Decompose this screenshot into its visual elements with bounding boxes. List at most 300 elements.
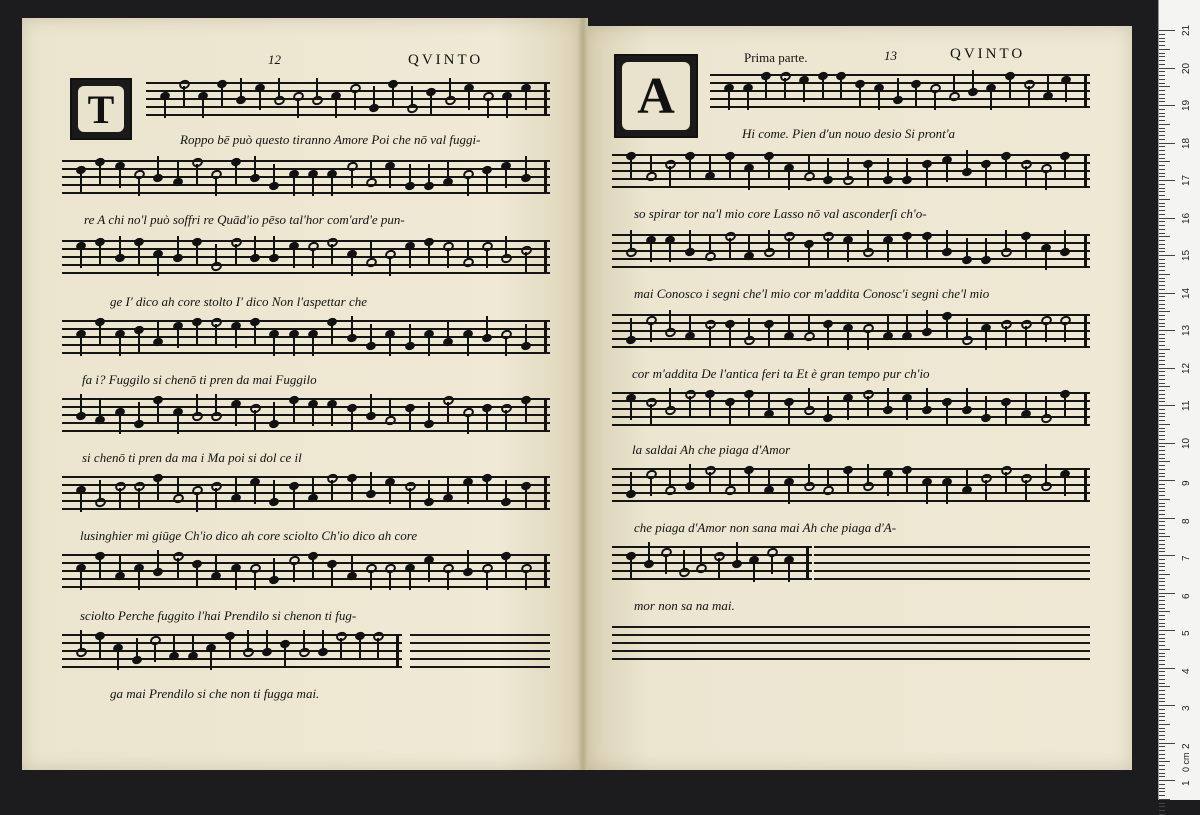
note-stem (650, 242, 652, 262)
ruler-tick (1159, 158, 1165, 159)
note-stem (709, 396, 711, 416)
ruler-tick (1159, 169, 1165, 170)
note-stem (808, 464, 810, 484)
ruler-tick (1159, 334, 1165, 335)
note-stem (335, 98, 337, 118)
ruler-tick (1159, 563, 1165, 564)
ruler-tick (1159, 64, 1165, 65)
lyric-line: sciolto Perche fuggito l'hai Prendilo si chenon ti fug- (80, 608, 357, 623)
note-stem (119, 554, 121, 574)
note-stem (177, 160, 179, 180)
ruler-tick (1159, 810, 1165, 811)
ruler-tick (1159, 746, 1165, 747)
note-stem (467, 240, 469, 260)
note-stem (486, 172, 488, 192)
ruler-tick (1159, 165, 1165, 166)
ruler-tick (1159, 38, 1165, 39)
music-staff (612, 230, 1090, 270)
note-stem (259, 90, 261, 110)
ruler-tick (1159, 139, 1165, 140)
ruler-tick (1159, 293, 1175, 294)
staff-line (612, 634, 1090, 636)
ruler-tick (1159, 360, 1165, 361)
ruler-tick (1159, 173, 1165, 174)
staff-line (146, 106, 550, 108)
staff-line (62, 642, 402, 644)
staff-line (612, 346, 1090, 348)
note-stem (138, 570, 140, 590)
staff-line (62, 500, 550, 502)
ruler-tick (1159, 716, 1165, 717)
note-stem (177, 414, 179, 434)
note-stem (177, 328, 179, 348)
note-stem (293, 248, 295, 268)
ruler-tick (1159, 758, 1165, 759)
ruler-tick (1159, 709, 1165, 710)
ruler-number: 14 (1181, 287, 1192, 299)
ruler-tick (1159, 615, 1165, 616)
note-stem (630, 558, 632, 578)
staff-line (612, 650, 1090, 652)
note-stem (808, 314, 810, 334)
note-stem (867, 166, 869, 186)
ruler-tick (1159, 184, 1165, 185)
note-stem (138, 488, 140, 508)
note-stem (99, 480, 101, 500)
ruler-tick (1159, 454, 1165, 455)
note-stem (447, 402, 449, 422)
note-stem (467, 414, 469, 434)
note-stem (138, 244, 140, 264)
staff-line (62, 184, 550, 186)
note-stem (1025, 480, 1027, 500)
ruler-tick (1159, 90, 1165, 91)
note-stem (847, 472, 849, 492)
note-stem (1065, 82, 1067, 102)
note-stem (354, 90, 356, 110)
ruler-tick (1159, 765, 1165, 766)
note-stem (157, 480, 159, 500)
ruler-tick (1159, 146, 1165, 147)
note-stem (80, 492, 82, 512)
ruler-number: 3 (1181, 705, 1192, 711)
end-custos (806, 546, 809, 580)
note-stem (119, 168, 121, 188)
note-stem (887, 314, 889, 334)
note-stem (771, 554, 773, 574)
ruler-tick (1159, 443, 1175, 444)
note-stem (650, 476, 652, 496)
end-custos (544, 476, 547, 510)
note-stem (235, 328, 237, 348)
ruler-tick (1159, 274, 1170, 275)
note-stem (486, 410, 488, 430)
ruler-tick (1159, 510, 1165, 511)
note-stem (1025, 326, 1027, 346)
end-custos (544, 320, 547, 354)
ruler-tick (1159, 233, 1165, 234)
ruler-tick (1159, 626, 1165, 627)
note-stem (953, 74, 955, 94)
lyric-line: ga mai Prendilo si che non ti fugga mai. (110, 686, 320, 701)
note-stem (254, 410, 256, 430)
note-stem (351, 316, 353, 336)
lyric-line: mai Conosco i segni che'l mio cor m'addita Conosc'i segni che'l mio (634, 286, 990, 301)
ruler-tick (1159, 319, 1165, 320)
ruler-tick (1159, 465, 1165, 466)
ruler-number: 9 (1181, 480, 1192, 486)
note-stem (926, 166, 928, 186)
note-stem (867, 330, 869, 350)
ruler-number: 6 (1181, 592, 1192, 599)
ruler-tick (1159, 495, 1165, 496)
note-stem (768, 392, 770, 412)
note-stem (273, 336, 275, 356)
ruler-tick (1159, 585, 1165, 586)
ruler-tick (1159, 143, 1175, 144)
ruler-tick (1159, 323, 1165, 324)
ruler-tick (1159, 75, 1165, 76)
ruler-tick (1159, 338, 1165, 339)
staff-line (612, 578, 812, 580)
ruler-tick (1159, 540, 1165, 541)
staff-line (612, 416, 1090, 418)
note-stem (827, 238, 829, 258)
note-stem (1005, 404, 1007, 424)
ruler-tick (1159, 248, 1165, 249)
music-staff (612, 388, 1090, 428)
ruler-tick (1159, 94, 1165, 95)
note-stem (99, 398, 101, 418)
ruler-tick (1159, 278, 1165, 279)
note-stem (867, 396, 869, 416)
staff-line (62, 586, 550, 588)
ruler-tick (1159, 330, 1175, 331)
right-page-number: 13 (884, 48, 897, 63)
note-stem (80, 630, 82, 650)
note-stem (788, 484, 790, 504)
ruler-tick (1159, 161, 1170, 162)
note-stem (331, 244, 333, 264)
note-stem (650, 322, 652, 342)
note-stem (669, 468, 671, 488)
staff-line (62, 352, 550, 354)
ruler-tick (1159, 548, 1165, 549)
note-stem (926, 238, 928, 258)
note-stem (630, 472, 632, 492)
ruler-tick (1159, 371, 1165, 372)
note-stem (990, 90, 992, 110)
note-stem (409, 410, 411, 430)
note-stem (157, 550, 159, 570)
note-stem (1064, 230, 1066, 250)
ruler-tick (1159, 49, 1170, 50)
ruler-tick (1159, 263, 1165, 264)
note-stem (331, 324, 333, 344)
music-staff (410, 630, 550, 670)
note-stem (689, 158, 691, 178)
staff-line (612, 408, 1090, 410)
ruler-tick (1159, 424, 1170, 425)
note-stem (331, 406, 333, 426)
staff-line (814, 578, 1090, 580)
note-stem (788, 314, 790, 334)
staff-line (612, 570, 812, 572)
note-stem (847, 400, 849, 420)
note-stem (215, 554, 217, 574)
note-stem (316, 78, 318, 98)
note-stem (1045, 250, 1047, 270)
note-stem (229, 638, 231, 658)
note-stem (119, 488, 121, 508)
note-stem (946, 404, 948, 424)
note-stem (808, 388, 810, 408)
note-stem (447, 248, 449, 268)
note-stem (840, 78, 842, 98)
ruler-tick (1159, 154, 1165, 155)
lyric-line: si chenō ti pren da ma i Ma poi si dol ce il (82, 450, 302, 465)
note-stem (293, 488, 295, 508)
initial-letter-text: A (637, 67, 675, 125)
note-stem (709, 326, 711, 346)
note-stem (351, 480, 353, 500)
ruler-tick (1159, 668, 1175, 669)
note-stem (747, 90, 749, 110)
ruler-tick (1159, 593, 1175, 594)
note-stem (630, 400, 632, 420)
note-stem (409, 488, 411, 508)
ruler-number: 5 (1181, 630, 1192, 636)
lyric-line: fa i? Fuggilo si chenō ti pren da mai Fuggilo (82, 372, 317, 387)
ruler-tick (1159, 518, 1175, 519)
ruler-tick (1159, 458, 1165, 459)
note-stem (630, 230, 632, 250)
note-stem (428, 336, 430, 356)
note-stem (1064, 396, 1066, 416)
note-stem (729, 404, 731, 424)
ruler-tick (1159, 574, 1170, 575)
lyric-line: cor m'addita De l'antica feri ta Et è gran tempo pur ch'io (632, 366, 930, 381)
ruler-tick (1159, 705, 1175, 706)
ruler-unit-label: 0 cm (1181, 752, 1191, 772)
note-stem (946, 230, 948, 250)
ruler-tick (1159, 698, 1165, 699)
note-stem (1045, 170, 1047, 190)
ruler-tick (1159, 649, 1170, 650)
end-custos (544, 240, 547, 274)
note-stem (505, 480, 507, 500)
staff-line (62, 406, 550, 408)
note-stem (768, 326, 770, 346)
note-stem (915, 86, 917, 106)
ruler-tick (1159, 285, 1165, 286)
note-stem (351, 410, 353, 430)
ruler-tick (1159, 476, 1165, 477)
note-stem (80, 336, 82, 356)
note-stem (99, 558, 101, 578)
note-stem (312, 406, 314, 426)
note-stem (669, 310, 671, 330)
note-stem (683, 550, 685, 570)
ruler-number: 15 (1181, 249, 1192, 261)
note-stem (867, 230, 869, 250)
music-staff (612, 542, 812, 582)
staff-line (62, 476, 550, 478)
note-stem (1047, 74, 1049, 94)
ruler-tick (1159, 544, 1165, 545)
ruler-tick (1159, 116, 1165, 117)
note-stem (389, 398, 391, 418)
note-stem (99, 164, 101, 184)
ruler-tick (1159, 773, 1165, 774)
ruler-tick (1159, 71, 1165, 72)
ruler-tick (1159, 251, 1165, 252)
note-stem (254, 570, 256, 590)
staff-line (710, 106, 1090, 108)
ruler-tick (1159, 311, 1170, 312)
note-stem (946, 484, 948, 504)
note-stem (196, 394, 198, 414)
note-stem (650, 154, 652, 174)
note-stem (157, 156, 159, 176)
ruler-tick (1159, 199, 1170, 200)
ruler-tick (1159, 383, 1165, 384)
staff-line (62, 562, 550, 564)
note-stem (215, 176, 217, 196)
ruler-tick (1159, 356, 1165, 357)
staff-line (612, 554, 812, 556)
lyric-line: so spirar tor na'l mio core Lasso nō val asconderſi ch'o- (634, 206, 927, 221)
note-stem (946, 162, 948, 182)
note-stem (505, 336, 507, 356)
staff-line (62, 508, 550, 510)
note-stem (985, 396, 987, 416)
ruler-tick (1159, 570, 1165, 571)
note-stem (665, 554, 667, 574)
note-stem (768, 230, 770, 250)
note-stem (273, 402, 275, 422)
ruler-tick (1159, 645, 1165, 646)
note-stem (235, 244, 237, 264)
staff-line (62, 336, 550, 338)
ruler-tick (1159, 675, 1165, 676)
note-stem (525, 402, 527, 422)
note-stem (428, 244, 430, 264)
note-stem (985, 166, 987, 186)
note-stem (822, 78, 824, 98)
note-stem (99, 324, 101, 344)
ruler-tick (1159, 720, 1165, 721)
ruler-tick (1159, 506, 1165, 507)
note-stem (389, 256, 391, 276)
note-stem (235, 164, 237, 184)
note-stem (753, 562, 755, 582)
ruler-tick (1159, 180, 1175, 181)
ruler-tick (1159, 214, 1165, 215)
ruler-tick (1159, 461, 1170, 462)
ruler-tick (1159, 690, 1165, 691)
ruler-number: 18 (1181, 137, 1192, 149)
staff-line (410, 642, 550, 644)
note-stem (80, 394, 82, 414)
note-stem (177, 558, 179, 578)
note-stem (803, 82, 805, 102)
note-stem (972, 70, 974, 90)
ruler-tick (1159, 750, 1165, 751)
music-staff (62, 630, 402, 670)
note-stem (312, 476, 314, 496)
ruler-tick (1159, 596, 1165, 597)
note-stem (154, 642, 156, 662)
end-custos (1084, 234, 1087, 268)
note-stem (210, 650, 212, 670)
note-stem (221, 86, 223, 106)
initial-letter-text: T (87, 86, 115, 132)
left-page-header: QVINTO (408, 52, 484, 68)
music-staff (62, 156, 550, 196)
note-stem (447, 476, 449, 496)
note-stem (1064, 476, 1066, 496)
ruler-tick (1159, 401, 1165, 402)
note-stem (808, 246, 810, 266)
note-stem (748, 234, 750, 254)
ruler-number: 8 (1181, 517, 1192, 524)
note-stem (254, 156, 256, 176)
ruler-tick (1159, 86, 1170, 87)
ruler-number: 10 (1181, 437, 1192, 449)
note-stem (906, 314, 908, 334)
lyric-line: re A chi no'l può soffri re Quād'io pēso tal'hor com'ard'e pun- (84, 212, 405, 227)
ruler-tick (1159, 109, 1165, 110)
note-stem (1025, 166, 1027, 186)
note-stem (887, 242, 889, 262)
note-stem (331, 566, 333, 586)
staff-line (612, 500, 1090, 502)
note-stem (235, 476, 237, 496)
ruler-tick (1159, 53, 1165, 54)
note-stem (748, 318, 750, 338)
staff-line (814, 562, 1090, 564)
ruler-tick (1159, 120, 1165, 121)
note-stem (331, 176, 333, 196)
ruler-tick (1159, 34, 1165, 35)
ruler-tick (1159, 413, 1165, 414)
ruler-tick (1159, 221, 1165, 222)
note-stem (192, 634, 194, 654)
note-stem (447, 570, 449, 590)
note-stem (878, 90, 880, 110)
note-stem (138, 176, 140, 196)
ruler-tick (1159, 503, 1165, 504)
note-stem (669, 388, 671, 408)
note-stem (1025, 238, 1027, 258)
lyric-line: mor non sa na mai. (634, 598, 735, 613)
note-stem (709, 154, 711, 174)
ruler-tick (1159, 124, 1170, 125)
note-stem (117, 650, 119, 670)
ruler-tick (1159, 45, 1165, 46)
ruler-tick (1159, 349, 1170, 350)
lyric-line: che piaga d'Amor non sana mai Ah che piaga d'A- (634, 520, 897, 535)
ruler-tick (1159, 420, 1165, 421)
staff-line (612, 250, 1090, 252)
note-stem (718, 558, 720, 578)
ruler-tick (1159, 806, 1165, 807)
note-stem (788, 562, 790, 582)
ruler-tick (1159, 113, 1165, 114)
note-stem (284, 646, 286, 666)
ruler-tick (1159, 259, 1165, 260)
